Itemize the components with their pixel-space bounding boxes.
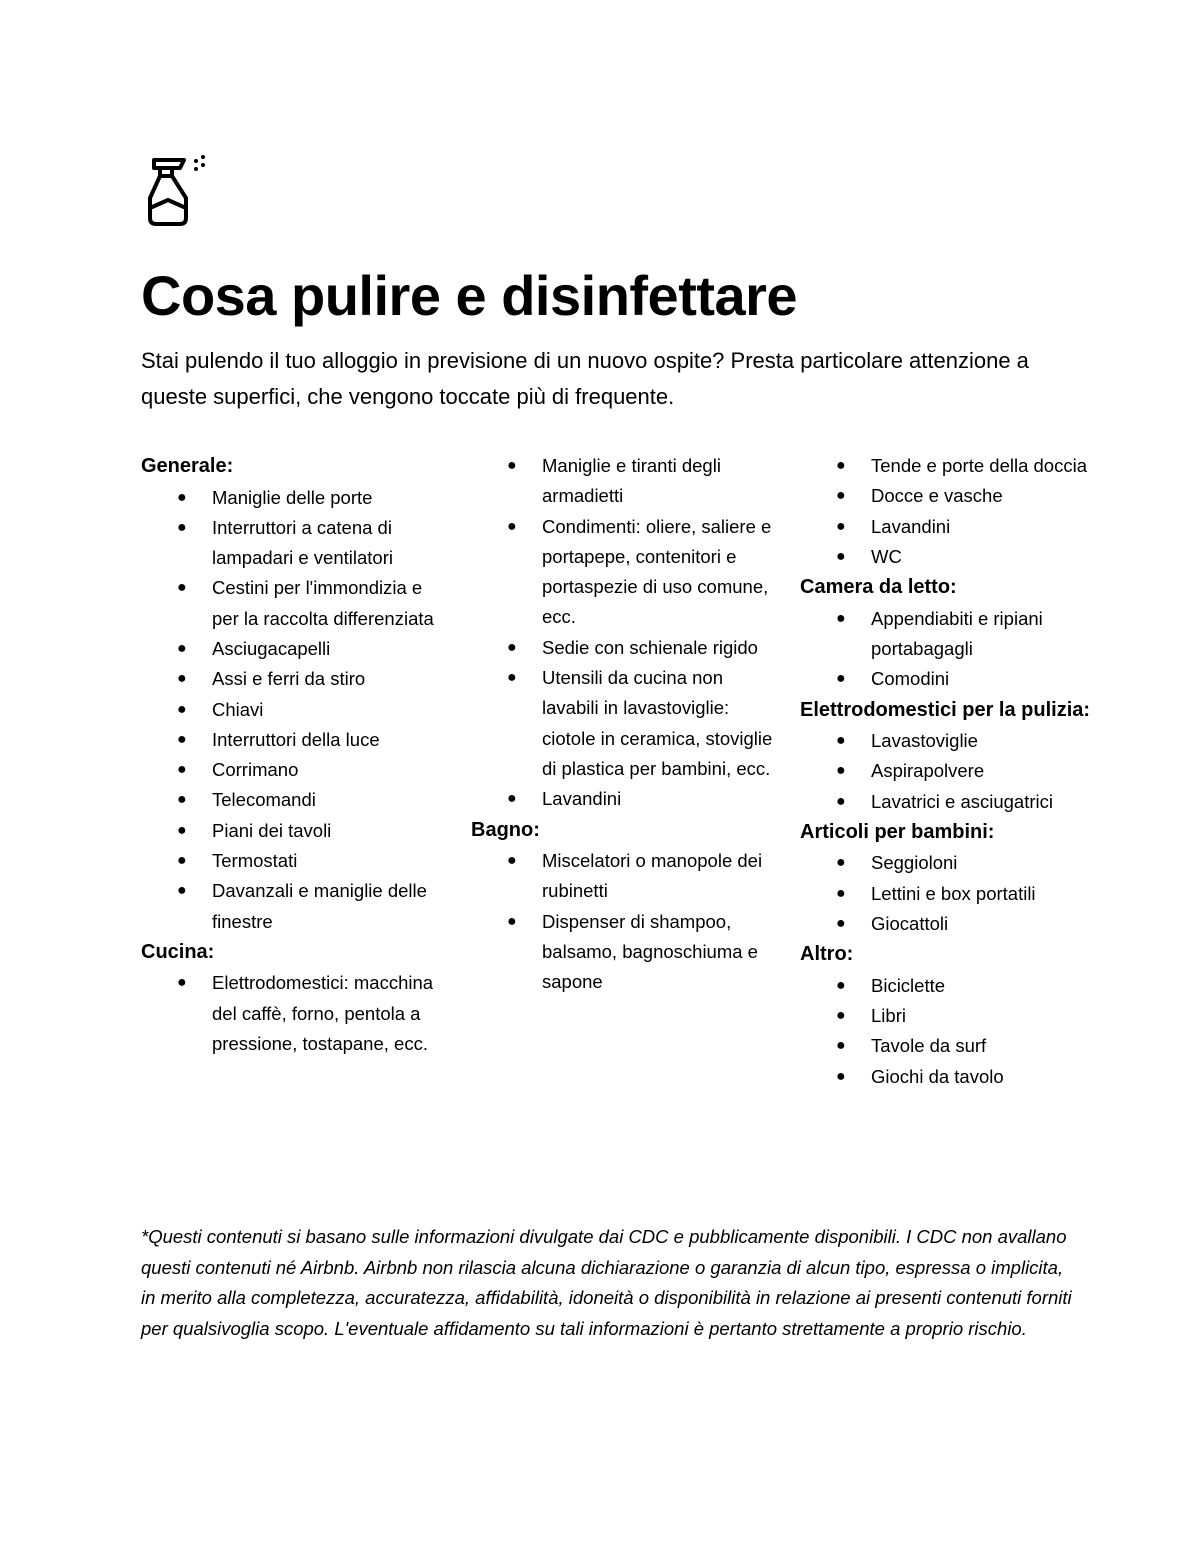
list-item: [141, 816, 451, 846]
bullet-icon: ●: [177, 852, 187, 870]
list-item: [800, 848, 1100, 878]
bullet-icon: ●: [836, 915, 846, 933]
list-item: [800, 664, 1100, 694]
bullet-icon: ●: [507, 517, 517, 535]
list-item: [800, 879, 1100, 909]
list-item: [800, 1062, 1100, 1092]
list-item-text: Sedie con schienale rigido: [542, 636, 758, 658]
list-item-text: Aspirapolvere: [871, 760, 985, 782]
bullet-icon: ●: [836, 1007, 846, 1025]
item-list: [800, 848, 1100, 939]
item-list: [141, 968, 451, 1059]
list-item-text: Asciugacapelli: [212, 637, 331, 659]
list-item: [800, 787, 1100, 817]
list-item-text: Seggioloni: [871, 852, 958, 874]
list-item: [471, 663, 781, 784]
list-item: [800, 726, 1100, 756]
list-item-text: Termostati: [212, 850, 298, 872]
bullet-icon: ●: [836, 884, 846, 902]
list-item: [800, 451, 1100, 481]
bullet-icon: ●: [507, 912, 517, 930]
category-heading: Elettrodomestici per la pulizia:: [800, 698, 1091, 721]
bullet-icon: ●: [836, 670, 846, 688]
list-item-text: Giocattoli: [871, 913, 949, 935]
list-item-text: Lavastoviglie: [871, 730, 978, 752]
list-item: [141, 725, 451, 755]
list-item: [800, 756, 1100, 786]
item-list: [141, 483, 451, 937]
bullet-icon: ●: [177, 761, 187, 779]
list-item-text: Libri: [871, 1005, 906, 1027]
bullet-icon: ●: [507, 790, 517, 808]
bullet-icon: ●: [177, 670, 187, 688]
list-item: [471, 512, 781, 633]
list-item: [141, 755, 451, 785]
list-item: [800, 604, 1100, 665]
category-heading: Bagno:: [471, 818, 540, 841]
list-item-text: Giochi da tavolo: [871, 1065, 1004, 1087]
bullet-icon: ●: [836, 487, 846, 505]
item-list: [471, 451, 781, 815]
list-item-text: Interruttori a catena di lampadari e ventilatori: [212, 516, 393, 569]
list-item-text: Docce e vasche: [871, 485, 1003, 507]
list-item-text: Lettini e box portatili: [871, 882, 1036, 904]
column-2: [471, 449, 781, 998]
bullet-icon: ●: [177, 791, 187, 809]
bullet-icon: ●: [177, 579, 187, 597]
list-item-text: Assi e ferri da stiro: [212, 668, 366, 690]
list-item: [141, 785, 451, 815]
list-item: [141, 483, 451, 513]
item-list: [800, 604, 1100, 695]
bullet-icon: ●: [177, 974, 187, 992]
bullet-icon: ●: [177, 821, 187, 839]
list-item-text: Miscelatori o manopole dei rubinetti: [542, 850, 763, 902]
item-list: [800, 451, 1100, 572]
list-item: [800, 1001, 1100, 1031]
list-item: [141, 846, 451, 876]
list-item-text: Biciclette: [871, 974, 946, 996]
bullet-icon: ●: [177, 700, 187, 718]
bullet-icon: ●: [836, 517, 846, 535]
bullet-icon: ●: [507, 638, 517, 656]
bullet-icon: ●: [836, 609, 846, 627]
bullet-icon: ●: [836, 1067, 846, 1085]
category-heading: Altro:: [800, 943, 854, 966]
list-item-text: Telecomandi: [212, 789, 316, 811]
list-item-text: Lavatrici e asciugatrici: [871, 790, 1053, 812]
list-item: [141, 513, 451, 574]
list-item: [800, 481, 1100, 511]
list-item-text: Elettrodomestici: macchina del caffè, forno, pentola a pressione, tostapane, ecc.: [212, 972, 434, 1055]
bullet-icon: ●: [177, 882, 187, 900]
bullet-icon: ●: [836, 976, 846, 994]
list-item-text: Tende e porte della doccia: [871, 455, 1087, 476]
list-item-text: Lavandini: [542, 788, 622, 810]
bullet-icon: ●: [836, 854, 846, 872]
list-item-text: Interruttori della luce: [212, 728, 380, 750]
item-list: [800, 726, 1100, 817]
category-heading: Camera da letto:: [800, 576, 957, 599]
list-item: [141, 664, 451, 694]
item-list: [471, 846, 781, 997]
list-item: [141, 573, 451, 634]
list-item: [471, 451, 781, 512]
bullet-icon: ●: [177, 730, 187, 748]
list-item-text: Tavole da surf: [871, 1035, 987, 1057]
bullet-icon: ●: [836, 732, 846, 750]
list-item: [800, 512, 1100, 542]
list-item: [800, 1031, 1100, 1061]
list-item-text: Condimenti: oliere, saliere e portapepe, contenitori e portaspezie di uso comune, ecc.: [542, 515, 772, 628]
list-item-text: Maniglie delle porte: [212, 486, 373, 508]
item-list: [800, 971, 1100, 1092]
bullet-icon: ●: [836, 792, 846, 810]
list-item: [141, 876, 451, 937]
list-item-text: Piani dei tavoli: [212, 819, 332, 841]
list-item-text: Comodini: [871, 668, 950, 690]
list-item-text: Corrimano: [212, 759, 299, 781]
list-item-text: Maniglie e tiranti degli armadietti: [542, 455, 721, 507]
bullet-icon: ●: [507, 669, 517, 687]
spray-bottle-icon: [140, 152, 210, 230]
bullet-icon: ●: [836, 547, 846, 565]
bullet-icon: ●: [507, 457, 517, 474]
list-item: [471, 633, 781, 663]
column-1: [141, 449, 451, 1059]
bullet-icon: ●: [836, 457, 846, 474]
page-title: Cosa pulire e disinfettare: [141, 264, 798, 327]
list-item: [800, 909, 1100, 939]
bullet-icon: ●: [836, 1037, 846, 1055]
list-item-text: Dispenser di shampoo, balsamo, bagnoschiuma e sapone: [542, 910, 758, 993]
list-item: [141, 968, 451, 1059]
list-item-text: Utensili da cucina non lavabili in lavastoviglie: ciotole in ceramica, stoviglie di plastica per bambini, ecc.: [542, 667, 773, 779]
list-item: [471, 784, 781, 814]
list-item-text: Chiavi: [212, 698, 264, 720]
category-heading: Cucina:: [141, 940, 215, 963]
list-item: [141, 695, 451, 725]
bullet-icon: ●: [177, 518, 187, 536]
list-item: [471, 907, 781, 998]
list-item-text: Appendiabiti e ripiani portabagagli: [871, 607, 1043, 659]
list-item: [800, 542, 1100, 572]
bullet-icon: ●: [177, 639, 187, 657]
category-heading: Articoli per bambini:: [800, 820, 995, 843]
list-item-text: WC: [871, 545, 902, 567]
bullet-icon: ●: [177, 488, 187, 506]
bullet-icon: ●: [836, 762, 846, 780]
list-item-text: Davanzali e maniglie delle finestre: [212, 880, 427, 932]
bullet-icon: ●: [507, 852, 517, 870]
list-item-text: Cestini per l'immondizia e per la raccolta differenziata: [212, 577, 434, 629]
list-item: [471, 846, 781, 907]
category-heading: Generale:: [141, 455, 234, 477]
list-item: [141, 634, 451, 664]
column-3: [800, 449, 1100, 1092]
list-item-text: Lavandini: [871, 515, 951, 537]
intro-paragraph: Stai pulendo il tuo alloggio in previsione di un nuovo ospite? Presta particolare attenzione a queste superfici, che vengono toccate più di frequente.: [141, 348, 1029, 409]
list-item: [800, 971, 1100, 1001]
disclaimer-footnote: *Questi contenuti si basano sulle informazioni divulgate dai CDC e pubblicamente disponibili. I CDC non avallano questi contenuti né Airbnb. Airbnb non rilascia alcuna dichiarazione o garanzia di alcun tipo, espressa o implicita, in merito alla completezza, accuratezza, affidabilità, idoneità o disponibilità in relazione ai presenti contenuti forniti per qualsivoglia scopo. L'eventuale affidamento su tali informazioni è pertanto strettamente a proprio rischio.: [141, 1226, 1072, 1339]
